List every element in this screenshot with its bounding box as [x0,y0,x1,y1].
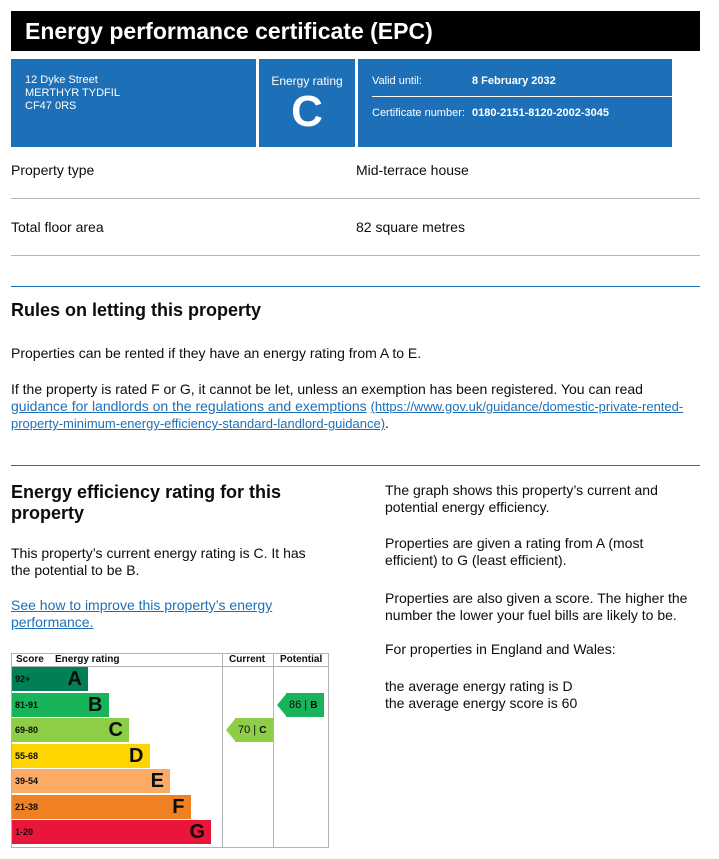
guidance-link[interactable]: guidance for landlords on the regulations and exemptions [11,398,367,414]
letting-guidance-link-block [11,398,711,415]
divider [11,198,700,199]
letting-guidance-link-block-2 [11,415,389,432]
chart-header-current: Current [229,654,266,665]
region-note: For properties in England and Wales: [385,641,616,657]
current-rating-text-line2: the potential to be B. [11,562,140,578]
address-panel [11,59,256,147]
improve-energy-link[interactable]: See how to improve this property’s energy performance. [11,597,273,630]
efficiency-heading-line2: property [11,503,85,523]
band-bar: D [48,744,150,768]
chart-header-energy-rating: Energy rating [55,654,120,665]
band-bar: B [48,693,109,717]
graph-explanation: The graph shows this property’s current and potential energy efficiency. [385,482,658,515]
divider [11,255,700,256]
section-divider [11,286,700,287]
potential-rating-arrow: 86 | B [277,693,325,717]
current-rating-arrow: 70 | C [226,718,274,742]
address-line1: 12 Dyke Street [25,74,98,86]
band-score: 21-38 [12,795,48,819]
certificate-number-value: 0180-2151-8120-2002-3045 [472,107,610,119]
band-score: 39-54 [12,769,48,793]
page-title: Energy performance certificate (EPC) [11,11,700,51]
efficiency-heading-line1: Energy efficiency rating for this [11,482,282,502]
energy-rating-chart [11,653,329,848]
band-bar: F [48,795,191,819]
chart-header-score: Score [16,654,44,665]
band-score: 81-91 [12,693,48,717]
address-line2: MERTHYR TYDFIL [25,87,120,99]
band-bar: A [48,667,88,691]
current-rating-text-line1: This property’s current energy rating is C. It has [11,545,306,561]
current-rating-text [11,545,306,579]
property-type-row [11,162,700,178]
band-score: 92+ [12,667,48,691]
average-values: the average energy rating is D the average energy score is 60 [385,678,578,711]
certificate-number-label: Certificate number: [372,107,465,119]
property-type-value: Mid-terrace house [356,162,469,178]
floor-area-row [11,219,700,235]
chart-column-divider [222,654,223,847]
chart-header-potential: Potential [280,654,323,665]
letting-paragraph-1: Properties can be rented if they have an energy rating from A to E. [11,345,422,361]
rating-explanation: Properties are given a rating from A (most efficient) to G (least efficient). [385,535,644,568]
band-bar: G [48,820,211,844]
floor-area-label: Total floor area [11,219,104,235]
valid-until-value: 8 February 2032 [472,75,556,87]
band-bar: E [48,769,170,793]
letting-heading: Rules on letting this property [11,300,262,320]
band-bar: C [48,718,129,742]
guidance-url-link[interactable]: (https://www.gov.uk/guidance/domestic-private-rented- [370,399,684,414]
validity-panel [358,59,672,147]
energy-rating-panel [259,59,355,147]
energy-rating-value: C [291,87,323,136]
guidance-url-link-2[interactable]: property-minimum-energy-efficiency-standard-landlord-guidance) [11,416,386,431]
band-score: 69-80 [12,718,48,742]
valid-until-label: Valid until: [372,75,422,87]
band-score: 1-20 [12,820,48,844]
letting-paragraph-2: If the property is rated F or G, it cannot be let, unless an exemption has been registered. You can read [11,381,643,397]
property-type-label: Property type [11,162,95,178]
score-explanation: Properties are also given a score. The higher the number the lower your fuel bills are likely to be. [385,590,688,623]
section-divider [11,465,700,466]
chart-column-divider [273,654,274,847]
full-stop: . [385,415,389,431]
efficiency-heading [11,482,281,524]
floor-area-value: 82 square metres [356,219,465,235]
address-postcode: CF47 0RS [25,100,77,112]
improve-link-block [11,597,272,631]
divider [372,96,672,97]
energy-rating-label: Energy rating [271,74,343,88]
band-score: 55-68 [12,744,48,768]
